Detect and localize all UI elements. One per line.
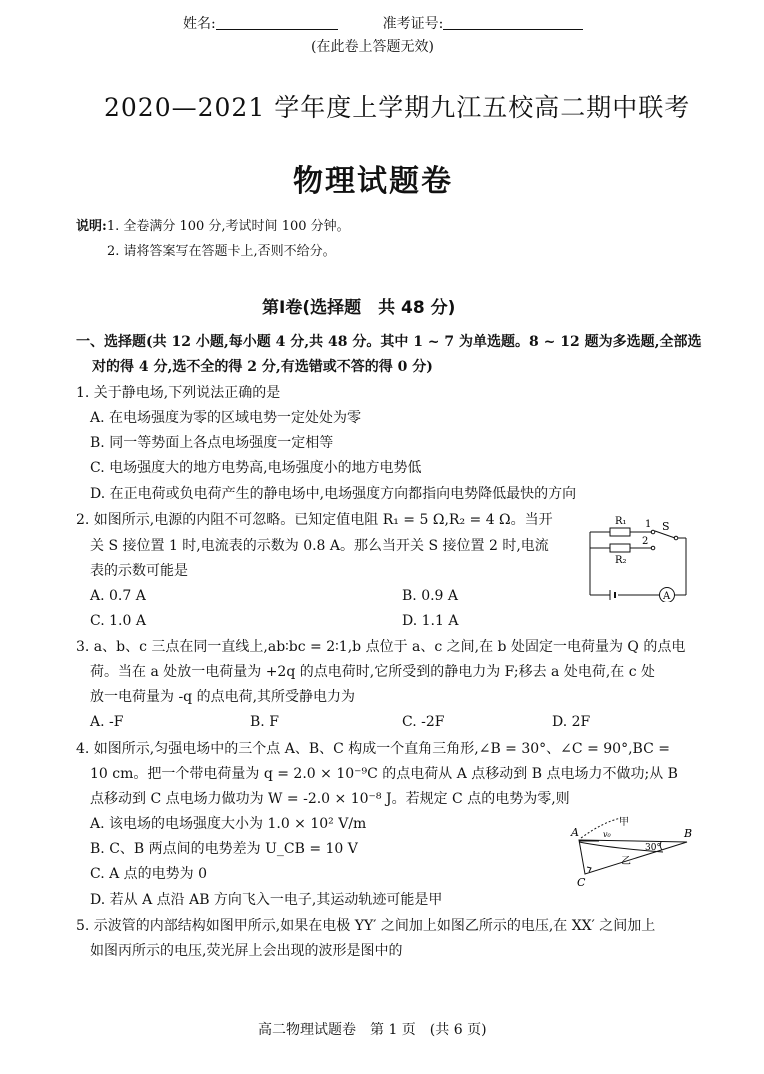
label-c: C — [577, 876, 586, 889]
q1-option-b: B. 同一等势面上各点电场强度一定相等 — [90, 435, 334, 451]
q3-line1: 3. a、b、c 三点在同一直线上,ab∶bc = 2∶1,b 点位于 a、c 之间,在 b 处固定一电荷量为 Q 的点电 — [76, 639, 686, 655]
q2-option-a: A. 0.7 A — [90, 588, 146, 604]
instruction-label: 说明: — [76, 219, 107, 234]
name-label: 姓名: — [183, 16, 216, 32]
candidate-info — [183, 13, 583, 33]
q4-option-d: D. 若从 A 点沿 AB 方向飞入一电子,其运动轨迹可能是甲 — [90, 892, 443, 908]
label-jia: 甲 — [619, 817, 629, 828]
switch-label: S — [662, 520, 670, 533]
q4-option-a: A. 该电场的电场强度大小为 1.0 × 10² V/m — [90, 816, 367, 832]
resistor-r2 — [610, 544, 630, 552]
subject-title: 物理试题卷 — [293, 164, 453, 199]
q3-option-a: A. -F — [90, 714, 124, 730]
exam-title: 2020—2021 学年度上学期九江五校高二期中联考 — [104, 93, 691, 122]
label-yi: 乙 — [621, 856, 631, 867]
q3-line3: 放一电荷量为 -q 的点电荷,其所受静电力为 — [90, 689, 356, 705]
r2-label: R₂ — [615, 555, 627, 566]
q3-option-b: B. F — [250, 714, 279, 730]
q2-option-b: B. 0.9 A — [402, 588, 459, 604]
q1-stem: 1. 关于静电场,下列说法正确的是 — [76, 385, 281, 401]
section-intro-line2: 对的得 4 分,选不全的得 2 分,有选错或不答的得 0 分) — [92, 359, 433, 375]
instruction-1: 说明:1. 全卷满分 100 分,考试时间 100 分钟。 — [76, 219, 350, 234]
q4-line2: 10 cm。把一个带电荷量为 q = 2.0 × 10⁻⁹C 的点电荷从 A 点移动到 B 点电场力不做功;从 B — [90, 766, 678, 782]
q5-line1: 5. 示波管的内部结构如图甲所示,如果在电极 YY′ 之间加上如图乙所示的电压,在 XX′ 之间加上 — [76, 918, 656, 934]
label-b: B — [684, 827, 693, 840]
q1-option-d: D. 在正电荷或负电荷产生的静电场中,电场强度方向都指向电势降低最快的方向 — [90, 486, 577, 502]
q2-line2: 关 S 接位置 1 时,电流表的示数为 0.8 A。那么当开关 S 接位置 2 时,电流 — [90, 538, 549, 554]
angle-label: 30° — [645, 843, 661, 853]
part-title: 第Ⅰ卷(选择题 共 48 分) — [262, 298, 456, 318]
r1-label: R₁ — [615, 516, 627, 527]
q5-line2: 如图丙所示的电压,荧光屏上会出现的波形是图中的 — [90, 943, 403, 959]
q4-line3: 点移动到 C 点电场力做功为 W = -2.0 × 10⁻⁸ J。若规定 C 点的电势为零,则 — [90, 791, 570, 807]
position-1-label: 1 — [645, 519, 652, 530]
q3-line2: 荷。当在 a 处放一电荷量为 +2q 的点电荷时,它所受到的静电力为 F;移去 a 处电荷,在 c 处 — [90, 664, 656, 680]
label-v0: v₀ — [603, 830, 611, 839]
section-intro-line1: 一、选择题(共 12 小题,每小题 4 分,共 48 分。其中 1 ~ 7 为单选题。8 ~ 12 题为多选题,全部选 — [76, 334, 702, 350]
label-a: A — [571, 826, 579, 839]
q2-line3: 表的示数可能是 — [90, 563, 188, 579]
page-footer: 高二物理试题卷 第 1 页 (共 6 页) — [258, 1022, 487, 1038]
q4-triangle-diagram — [565, 812, 697, 890]
q3-option-d: D. 2F — [552, 714, 591, 730]
q2-option-d: D. 1.1 A — [402, 613, 459, 629]
ammeter-label: A — [663, 591, 671, 602]
position-2-label: 2 — [642, 536, 649, 547]
q2-line1: 2. 如图所示,电源的内阻不可忽略。已知定值电阻 R₁ = 5 Ω,R₂ = 4 Ω。当开 — [76, 512, 553, 528]
instruction-2: 2. 请将答案写在答题卡上,否则不给分。 — [107, 244, 336, 259]
q3-option-c: C. -2F — [402, 714, 445, 730]
q4-option-c: C. A 点的电势为 0 — [90, 866, 208, 882]
q1-option-a: A. 在电场强度为零的区域电势一定处处为零 — [90, 410, 362, 426]
answer-note: (在此卷上答题无效) — [311, 39, 434, 55]
exam-number-field — [443, 15, 583, 30]
q1-option-c: C. 电场强度大的地方电势高,电场强度小的地方电势低 — [90, 460, 422, 476]
q4-line1: 4. 如图所示,匀强电场中的三个点 A、B、C 构成一个直角三角形,∠B = 30°、∠C = 90°,BC = — [76, 741, 670, 757]
q4-option-b: B. C、B 两点间的电势差为 U_CB = 10 V — [90, 841, 358, 857]
name-field — [216, 15, 338, 30]
exam-number-label: 准考证号: — [382, 16, 444, 32]
q2-option-c: C. 1.0 A — [90, 613, 146, 629]
q2-circuit-diagram — [582, 510, 694, 602]
trajectory-jia — [581, 818, 621, 838]
resistor-r1 — [610, 528, 630, 536]
